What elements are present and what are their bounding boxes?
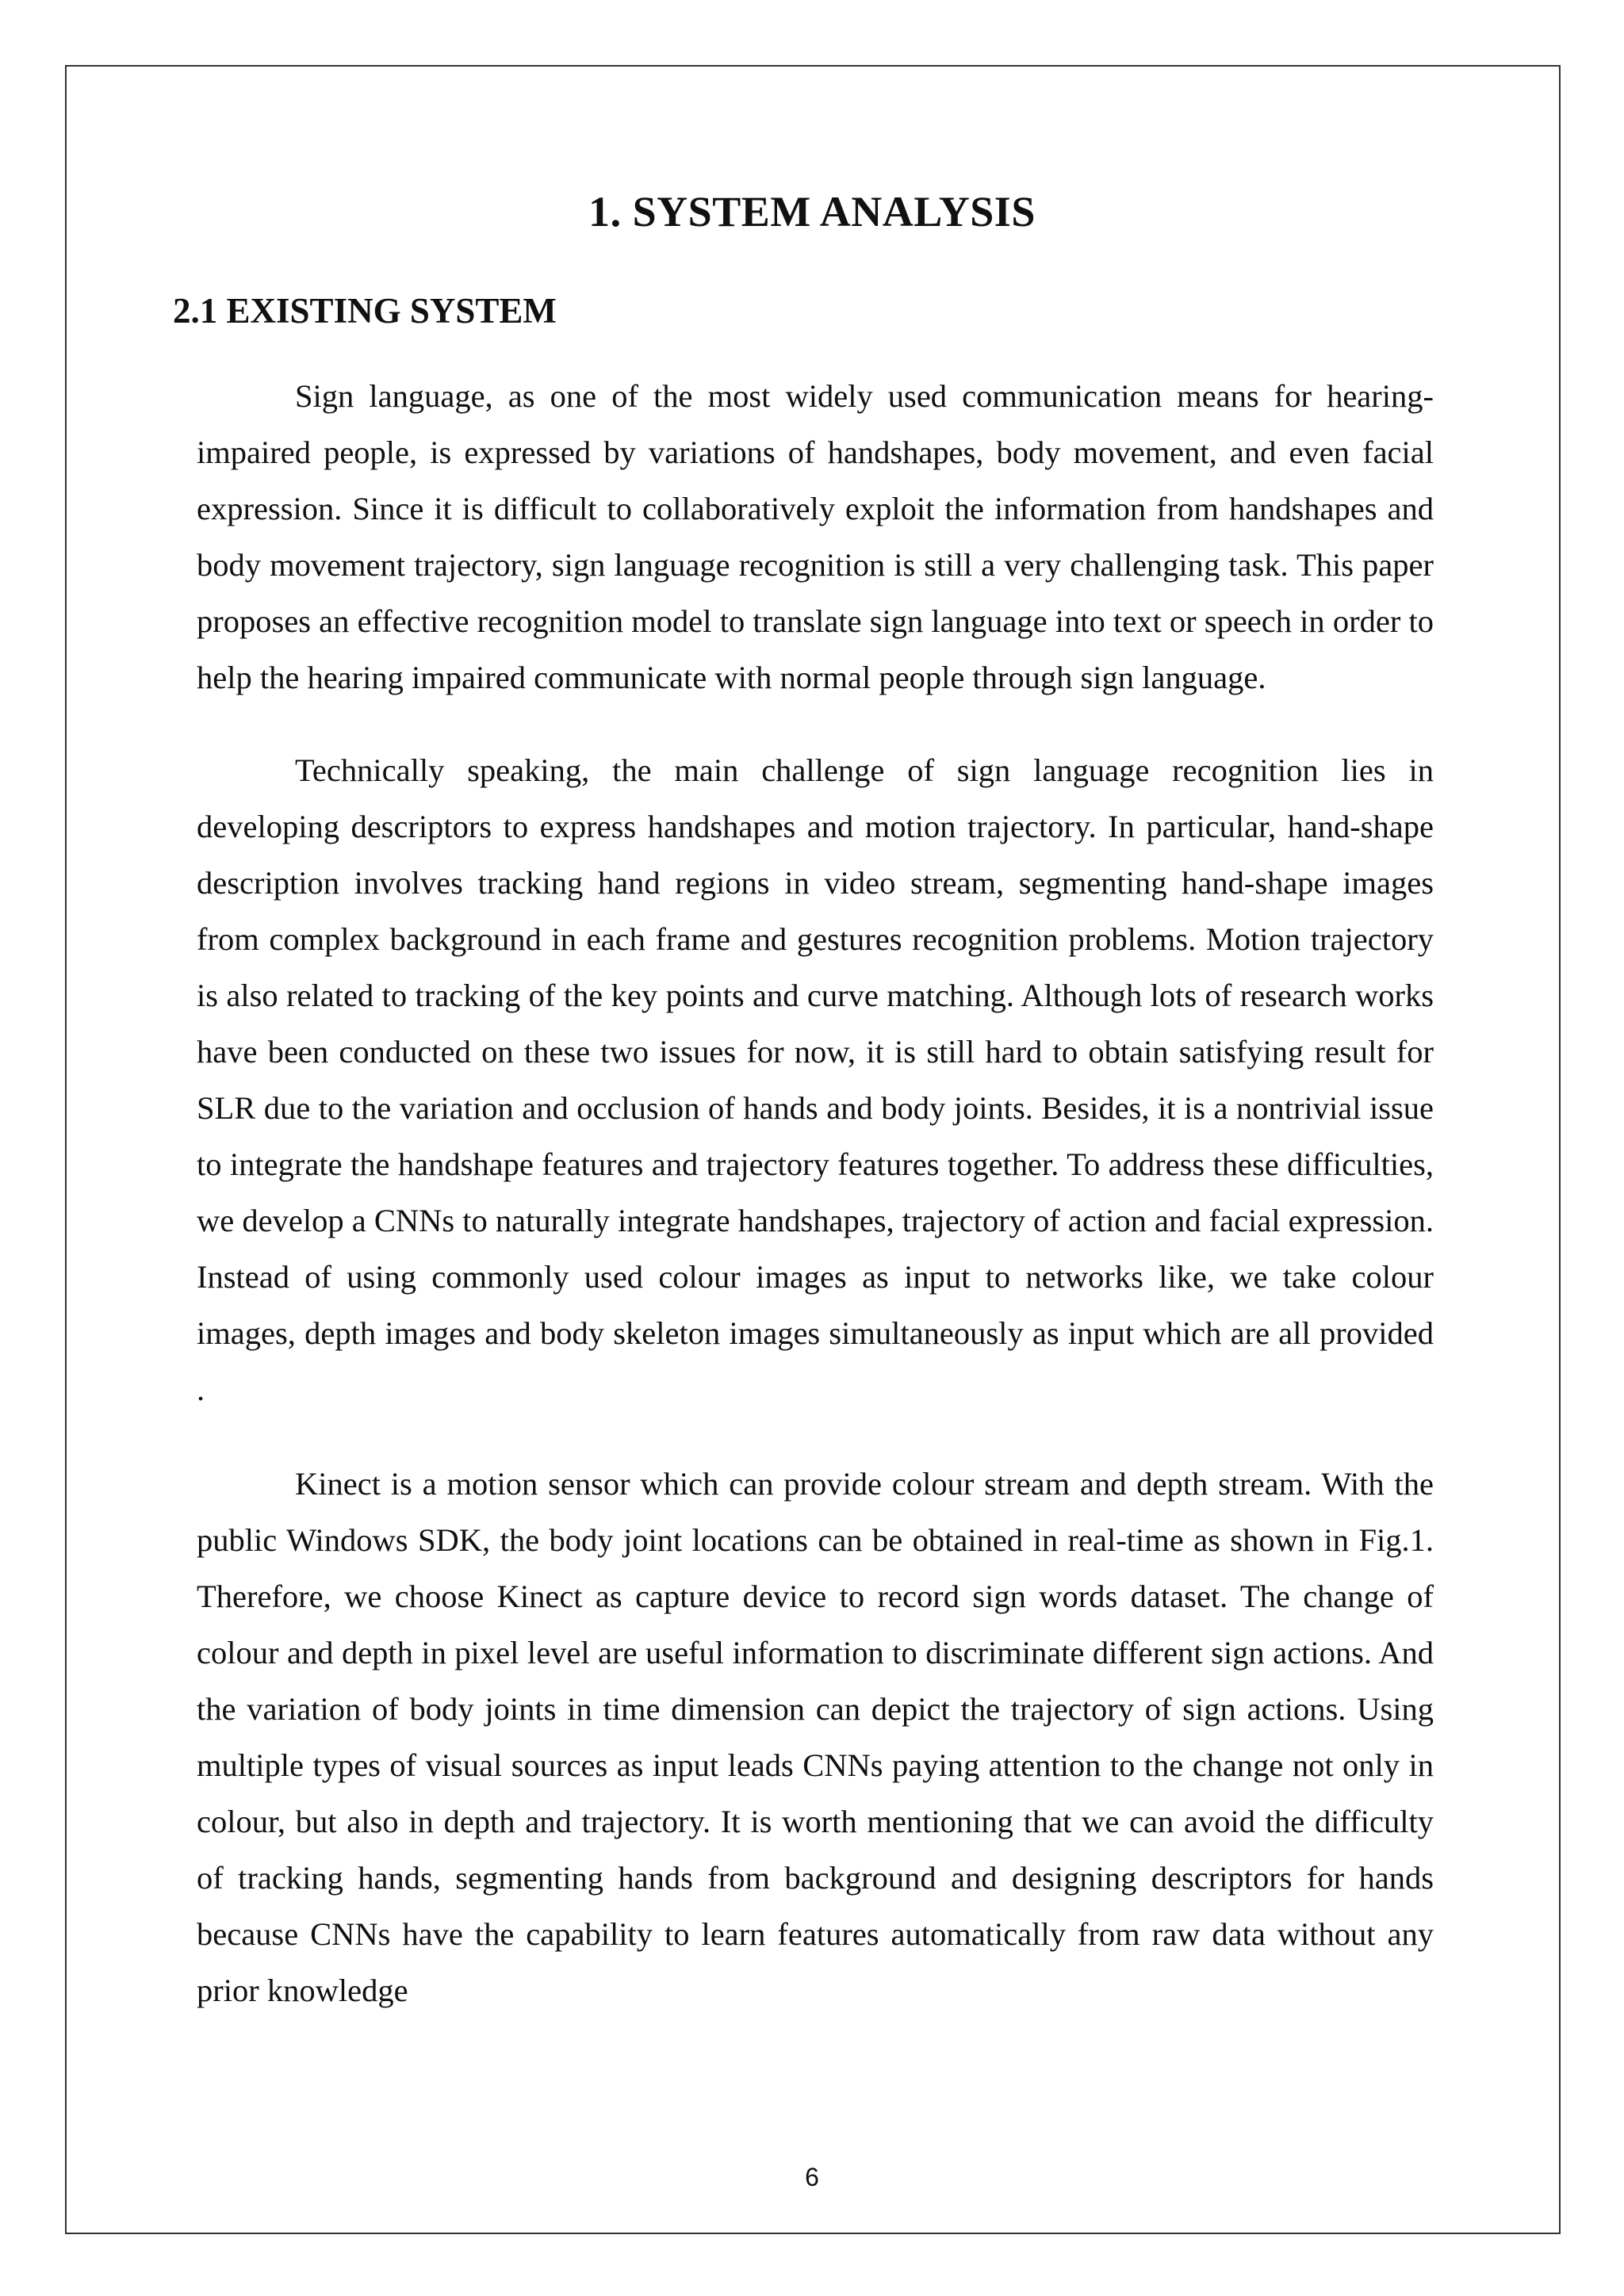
paragraph-technical-challenges: Technically speaking, the main challenge of sign language recognition lies in developing descriptors to express handshapes and motion trajectory. In particular, hand-shape description involves tracking hand regions in video stream, segmenting hand-shape images from complex background in each frame and gestures recognition problems. Motion trajectory is also related to tracking of the key points and curve matching. Although lots of research works have been conducted on these two issues for now, it is still hard to obtain satisfying result for SLR due to the variation and occlusion of hands and body joints. Besides, it is a nontrivial issue to integrate the handshape features and trajectory features together. To address these difficulties, we develop a CNNs to naturally integrate handshapes, trajectory of action and facial expression. Instead of using commonly used colour images as input to networks like, we take colour images, depth images and body skeleton images simultaneously as input which are all provided . [197,752,1434,1407]
section-heading: 2.1 EXISTING SYSTEM [173,291,557,331]
paragraph-sign-language-intro: Sign language, as one of the most widely used communication means for hearing-impaired people, is expressed by variations of handshapes, body movement, and even facial expression. Since it is difficult to collaboratively exploit the information from handshapes and body movement trajectory, sign language recognition is still a very challenging task. This paper proposes an effective recognition model to translate sign language into text or speech in order to help the hearing impaired communicate with normal people through sign language. [197,378,1434,695]
paragraph-kinect-sensor: Kinect is a motion sensor which can provide colour stream and depth stream. With the public Windows SDK, the body joint locations can be obtained in real-time as shown in Fig.1. Therefore, we choose Kinect as capture device to record sign words dataset. The change of colour and depth in pixel level are useful information to discriminate different sign actions. And the variation of body joints in time dimension can depict the trajectory of sign actions. Using multiple types of visual sources as input leads CNNs paying attention to the change not only in colour, but also in depth and trajectory. It is worth mentioning that we can avoid the difficulty of tracking hands, segmenting hands from background and designing descriptors for hands because CNNs have the capability to learn features automatically from raw data without any prior knowledge [197,1466,1434,2008]
chapter-title: 1. SYSTEM ANALYSIS [588,188,1036,235]
page-number: 6 [805,2163,819,2191]
